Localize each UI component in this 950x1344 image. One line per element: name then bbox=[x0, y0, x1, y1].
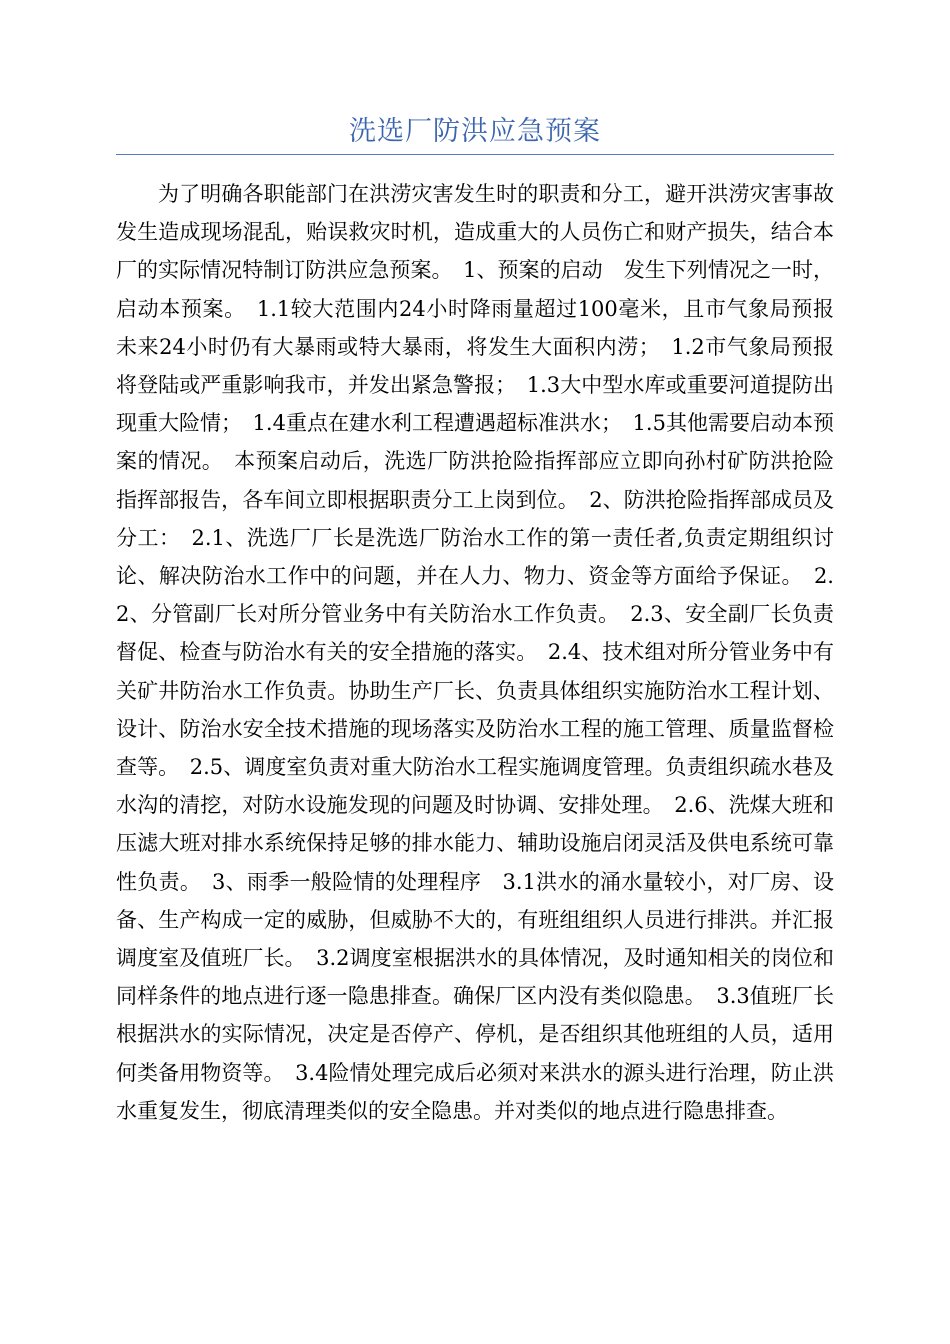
document-body: 为了明确各职能部门在洪涝灾害发生时的职责和分工，避开洪涝灾害事故发生造成现场混乱，贻误救灾时机，造成重大的人员伤亡和财产损失，结合本厂的实际情况特制订防洪应急预案。 1、预案的启动 发生下列情况之一时，启动本预案。 1.1较大范围内24小时降雨量超过100毫米，且市气象局预报未来24小时仍有大暴雨或特大暴雨，将发生大面积内涝； 1.2市气象局预报将登陆或严重影响我市，并发出紧急警报； 1.3大中型水库或重要河道提防出现重大险情； 1.4重点在建水利工程遭遇超标准洪水； 1.5其他需要启动本预案的情况。 本预案启动后，洗选厂防洪抢险指挥部应立即向孙村矿防洪抢险指挥部报告，各车间立即根据职责分工上岗到位。 2、防洪抢险指挥部成员及分工： 2.1、洗选厂厂长是洗选厂防治水工作的第一责任者,负责定期组织讨论、解决防治水工作中的问题，并在人力、物力、资金等方面给予保证。 2.2、分管副厂长对所分管业务中有关防治水工作负责。 2.3、安全副厂长负责督促、检查与防治水有关的安全措施的落实。 2.4、技术组对所分管业务中有关矿井防治水工作负责。协助生产厂长、负责具体组织实施防治水工程计划、设计、防治水安全技术措施的现场落实及防治水工程的施工管理、质量监督检查等。 2.5、调度室负责对重大防治水工程实施调度管理。负责组织疏水巷及水沟的清挖，对防水设施发现的问题及时协调、安排处理。 2.6、洗煤大班和压滤大班对排水系统保持足够的排水能力、辅助设施启闭灵活及供电系统可靠性负责。 3、雨季一般险情的处理程序 3.1洪水的涌水量较小，对厂房、设备、生产构成一定的威胁，但威胁不大的，有班组组织人员进行排洪。并汇报调度室及值班厂长。 3.2调度室根据洪水的具体情况，及时通知相关的岗位和同样条件的地点进行逐一隐患排查。确保厂区内没有类似隐患。 3.3值班厂长根据洪水的实际情况，决定是否停产、停机，是否组织其他班组的人员，适用何类备用物资等。 3.4险情处理完成后必须对来洪水的源头进行治理，防止洪水重复发生，彻底清理类似的安全隐患。并对类似的地点进行隐患排查。 bbox=[116, 182, 834, 1123]
document-title: 洗选厂防洪应急预案 bbox=[349, 116, 601, 147]
title-underline bbox=[116, 154, 834, 155]
